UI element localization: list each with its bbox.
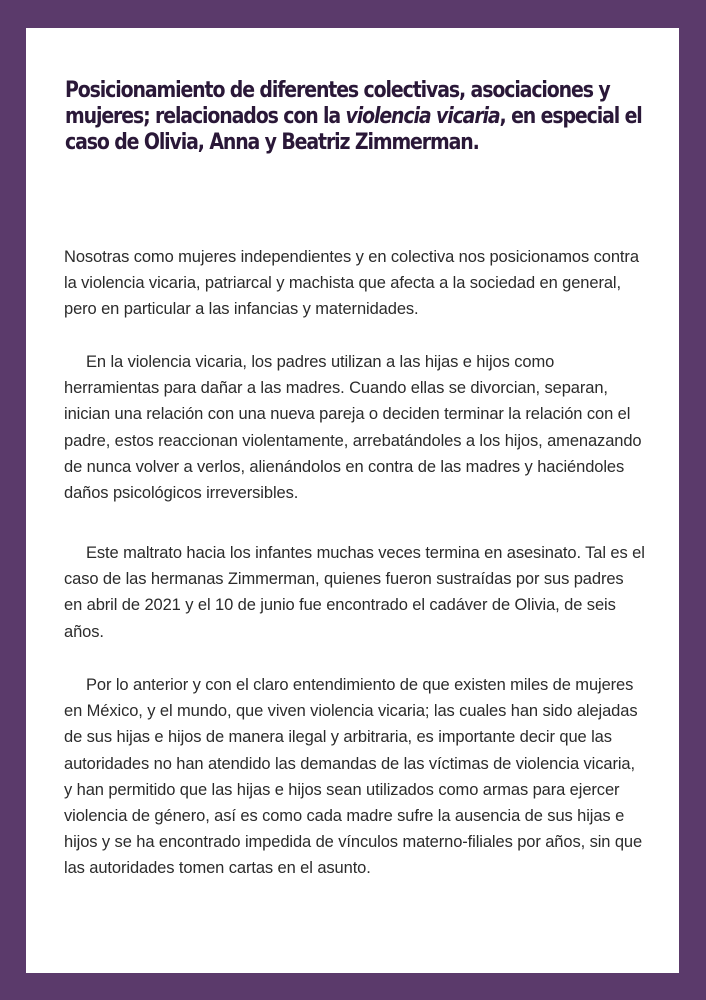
paragraph-conclusion: Por lo anterior y con el claro entendimiento de que existen miles de mujeres en México, y el mundo, que viven violencia vicaria; las cuales han sido alejadas de sus hijas e hijos de manera ilegal y arbitraria, es importante decir que las autoridades no han atendido las demandas de las víctimas de violencia vicaria, y han permitido que las hijas e hijos sean utilizados como armas para ejercer violencia de género, así es como cada madre sufre la ausencia de sus hijas e hijos y se ha encontrado impedida de vínculos materno-filiales por años, sin que las autoridades tomen cartas en el asunto. bbox=[64, 676, 643, 878]
paragraph-definition: En la violencia vicaria, los padres utilizan a las hijas e hijos como herramientas para dañar a las madres. Cuando ellas se divorcian, separan, inician una relación con una nueva pareja o deciden terminar la relación con el padre, estos reaccionan violentamente, arrebatándoles a los hijos, amenazando de nunca volver a verlos, alienándolos en contra de las madres y haciéndoles daños psicológicos irreversibles. bbox=[64, 353, 642, 503]
paragraph-zimmerman-case: Este maltrato hacia los infantes muchas veces termina en asesinato. Tal es el caso de las hermanas Zimmerman, quienes fueron sustraídas por sus padres en abril de 2021 y el 10 de junio fue encontrado el cadáver de Olivia, de seis años. bbox=[64, 544, 645, 641]
document-title bbox=[65, 78, 655, 156]
document-page bbox=[26, 28, 679, 973]
title-emphasis: violencia vicaria bbox=[345, 104, 500, 129]
title-part-2: , en especial el caso de Olivia, Anna y Beatriz Zimmerman. bbox=[65, 104, 642, 155]
title-part-1: Posicionamiento de diferentes colectivas, asociaciones y mujeres; relacionados con la bbox=[65, 78, 610, 129]
paragraph-intro: Nosotras como mujeres independientes y en colectiva nos posicionamos contra la violencia vicaria, patriarcal y machista que afecta a la sociedad en general, pero en particular a las infancias y maternidades. bbox=[64, 248, 639, 319]
